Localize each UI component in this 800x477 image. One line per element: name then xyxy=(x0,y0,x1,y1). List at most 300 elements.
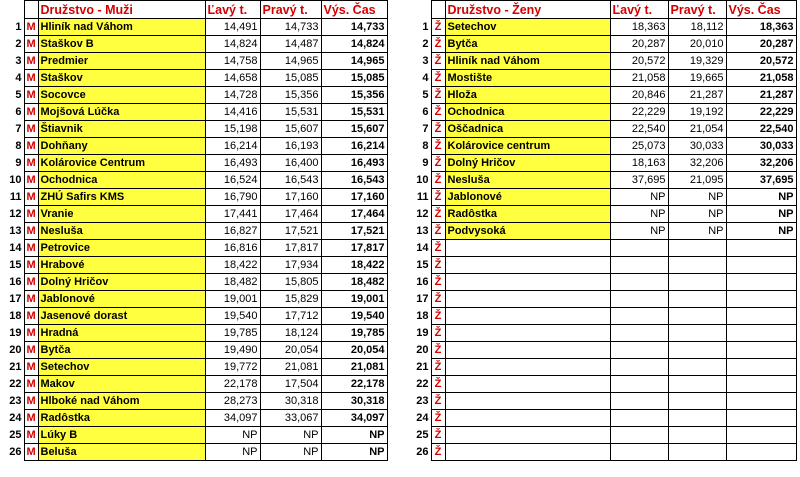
category-label: M xyxy=(24,291,38,308)
left-track-time: 17,441 xyxy=(205,206,260,223)
table-row xyxy=(0,393,387,410)
team-name xyxy=(445,410,610,427)
result-time: 21,058 xyxy=(726,70,796,87)
category-label: M xyxy=(24,87,38,104)
rank-number: 15 xyxy=(9,259,22,271)
rank-number: 25 xyxy=(9,429,22,441)
table-row xyxy=(0,53,387,70)
category-label: Ž xyxy=(431,138,445,155)
left-track-time: 16,827 xyxy=(205,223,260,240)
header-blank xyxy=(0,1,24,19)
left-track-time xyxy=(610,359,668,376)
right-track-time: 17,464 xyxy=(260,206,321,223)
team-name xyxy=(445,308,610,325)
header-blank xyxy=(24,1,38,19)
rank-number: 25 xyxy=(416,429,429,441)
category-label: M xyxy=(24,121,38,138)
table-row xyxy=(0,172,387,189)
category-label: M xyxy=(24,240,38,257)
team-name xyxy=(445,444,610,461)
result-time: 14,965 xyxy=(321,53,387,70)
left-track-time: 14,491 xyxy=(205,19,260,36)
rank-number: 21 xyxy=(416,361,429,373)
result-time xyxy=(726,410,796,427)
category-label: Ž xyxy=(431,444,445,461)
category-label: Ž xyxy=(431,155,445,172)
rank-number: 1 xyxy=(422,21,429,33)
table-row xyxy=(0,342,387,359)
table-row xyxy=(413,70,796,87)
right-track-time xyxy=(668,376,726,393)
right-track-time: 15,531 xyxy=(260,104,321,121)
rank-number: 26 xyxy=(416,446,429,458)
result-time: NP xyxy=(321,444,387,461)
header-blank xyxy=(413,1,431,19)
table-row xyxy=(413,223,796,240)
team-name: Ochodnica xyxy=(445,104,610,121)
right-track-time xyxy=(668,393,726,410)
table-row xyxy=(413,308,796,325)
result-time: 20,054 xyxy=(321,342,387,359)
header-team: Družstvo - Muži xyxy=(38,1,205,19)
right-track-time: NP xyxy=(668,223,726,240)
result-time: 18,363 xyxy=(726,19,796,36)
table-row xyxy=(413,121,796,138)
rank-number: 14 xyxy=(416,242,429,254)
right-track-time: 21,081 xyxy=(260,359,321,376)
team-name: Staškov B xyxy=(38,36,205,53)
rank-number: 15 xyxy=(416,259,429,271)
category-label: Ž xyxy=(431,291,445,308)
category-label: Ž xyxy=(431,223,445,240)
right-track-time: 17,160 xyxy=(260,189,321,206)
team-name xyxy=(445,427,610,444)
result-time: 17,464 xyxy=(321,206,387,223)
team-name: ZHÚ Safirs KMS xyxy=(38,189,205,206)
left-track-time: 21,058 xyxy=(610,70,668,87)
left-track-time: 37,695 xyxy=(610,172,668,189)
left-track-time xyxy=(610,240,668,257)
right-track-time xyxy=(668,342,726,359)
table-row xyxy=(413,427,796,444)
right-track-time: 20,054 xyxy=(260,342,321,359)
rank-number: 11 xyxy=(9,191,22,203)
right-track-time: 32,206 xyxy=(668,155,726,172)
result-time xyxy=(726,359,796,376)
rank-number: 7 xyxy=(15,123,22,135)
table-row xyxy=(0,325,387,342)
result-time: 32,206 xyxy=(726,155,796,172)
category-label: M xyxy=(24,393,38,410)
right-track-time: 21,095 xyxy=(668,172,726,189)
rank-number: 9 xyxy=(15,157,22,169)
left-track-time: 14,824 xyxy=(205,36,260,53)
table-row xyxy=(413,36,796,53)
table-row xyxy=(413,444,796,461)
right-track-time: 16,193 xyxy=(260,138,321,155)
table-row xyxy=(0,308,387,325)
category-label: M xyxy=(24,325,38,342)
table-row xyxy=(0,36,387,53)
category-label: M xyxy=(24,342,38,359)
category-label: Ž xyxy=(431,410,445,427)
rank-number: 14 xyxy=(9,242,22,254)
left-track-time xyxy=(610,444,668,461)
left-track-time: 16,214 xyxy=(205,138,260,155)
left-track-time: 20,846 xyxy=(610,87,668,104)
table-row xyxy=(413,138,796,155)
table-row xyxy=(0,274,387,291)
category-label: M xyxy=(24,138,38,155)
result-time: 34,097 xyxy=(321,410,387,427)
rank-number: 10 xyxy=(9,174,22,186)
table-row xyxy=(413,342,796,359)
left-track-time xyxy=(610,325,668,342)
team-name: Staškov xyxy=(38,70,205,87)
right-track-time xyxy=(668,427,726,444)
team-name: Dolný Hričov xyxy=(38,274,205,291)
category-label: Ž xyxy=(431,257,445,274)
table-row xyxy=(413,87,796,104)
team-name: Lúky B xyxy=(38,427,205,444)
header-blank xyxy=(431,1,445,19)
table-row xyxy=(413,53,796,70)
result-time: 17,817 xyxy=(321,240,387,257)
team-name: Radôstka xyxy=(445,206,610,223)
result-time: NP xyxy=(726,206,796,223)
right-track-time: 19,665 xyxy=(668,70,726,87)
rank-number: 23 xyxy=(9,395,22,407)
team-name: Bytča xyxy=(38,342,205,359)
team-name: Hliník nad Váhom xyxy=(38,19,205,36)
rank-number: 23 xyxy=(416,395,429,407)
table-row xyxy=(413,240,796,257)
category-label: M xyxy=(24,53,38,70)
left-track-time xyxy=(610,257,668,274)
left-track-time: 19,772 xyxy=(205,359,260,376)
right-track-time: 15,607 xyxy=(260,121,321,138)
right-track-time: 15,085 xyxy=(260,70,321,87)
table-row xyxy=(0,87,387,104)
right-track-time: 30,318 xyxy=(260,393,321,410)
right-track-time xyxy=(668,274,726,291)
category-label: Ž xyxy=(431,121,445,138)
header-row xyxy=(0,1,387,19)
right-track-time: NP xyxy=(260,444,321,461)
team-name: Hrabové xyxy=(38,257,205,274)
right-track-time xyxy=(668,291,726,308)
result-time xyxy=(726,325,796,342)
table-row xyxy=(413,325,796,342)
category-label: Ž xyxy=(431,53,445,70)
team-name: Hloža xyxy=(445,87,610,104)
result-time xyxy=(726,393,796,410)
team-name: Nesluša xyxy=(445,172,610,189)
left-track-time: 14,758 xyxy=(205,53,260,70)
rank-number: 24 xyxy=(416,412,429,424)
left-track-time: 22,540 xyxy=(610,121,668,138)
table-row xyxy=(413,104,796,121)
rank-number: 1 xyxy=(15,21,22,33)
category-label: M xyxy=(24,223,38,240)
left-track-time: 16,816 xyxy=(205,240,260,257)
rank-number: 20 xyxy=(9,344,22,356)
result-time: 37,695 xyxy=(726,172,796,189)
result-time: 30,033 xyxy=(726,138,796,155)
result-time: 18,482 xyxy=(321,274,387,291)
table-row xyxy=(0,410,387,427)
category-label: M xyxy=(24,155,38,172)
header-left-track: Ľavý t. xyxy=(205,1,260,19)
right-track-time: 17,817 xyxy=(260,240,321,257)
category-label: M xyxy=(24,308,38,325)
right-track-time: 19,192 xyxy=(668,104,726,121)
left-track-time: 22,178 xyxy=(205,376,260,393)
table-row xyxy=(0,70,387,87)
team-name: Hradná xyxy=(38,325,205,342)
category-label: Ž xyxy=(431,274,445,291)
left-track-time xyxy=(610,427,668,444)
result-time xyxy=(726,308,796,325)
left-track-time: 22,229 xyxy=(610,104,668,121)
result-time: 15,085 xyxy=(321,70,387,87)
table-row xyxy=(0,121,387,138)
result-time xyxy=(726,291,796,308)
category-label: M xyxy=(24,104,38,121)
result-time: 14,733 xyxy=(321,19,387,36)
category-label: M xyxy=(24,172,38,189)
rank-number: 3 xyxy=(422,55,429,67)
right-track-time: 18,112 xyxy=(668,19,726,36)
result-time xyxy=(726,257,796,274)
table-row xyxy=(413,393,796,410)
rank-number: 16 xyxy=(416,276,429,288)
left-track-time: 19,540 xyxy=(205,308,260,325)
table-row xyxy=(413,376,796,393)
team-name: Socovce xyxy=(38,87,205,104)
category-label: Ž xyxy=(431,376,445,393)
category-label: Ž xyxy=(431,393,445,410)
team-name: Jablonové xyxy=(445,189,610,206)
team-name xyxy=(445,240,610,257)
left-track-time: 18,363 xyxy=(610,19,668,36)
result-time: 21,081 xyxy=(321,359,387,376)
result-time: 17,521 xyxy=(321,223,387,240)
result-time: 22,540 xyxy=(726,121,796,138)
right-track-time: NP xyxy=(668,189,726,206)
left-track-time xyxy=(610,376,668,393)
left-track-time: NP xyxy=(205,427,260,444)
team-name: Nesluša xyxy=(38,223,205,240)
team-name: Mojšová Lúčka xyxy=(38,104,205,121)
left-track-time: 18,422 xyxy=(205,257,260,274)
category-label: Ž xyxy=(431,87,445,104)
table-row xyxy=(0,138,387,155)
left-track-time: 16,493 xyxy=(205,155,260,172)
left-track-time: 16,524 xyxy=(205,172,260,189)
team-name: Štiavnik xyxy=(38,121,205,138)
rank-number: 20 xyxy=(416,344,429,356)
left-track-time: 14,728 xyxy=(205,87,260,104)
rank-number: 26 xyxy=(9,446,22,458)
rank-number: 24 xyxy=(9,412,22,424)
left-track-time: 18,482 xyxy=(205,274,260,291)
header-row xyxy=(413,1,796,19)
header-right-track: Pravý t. xyxy=(260,1,321,19)
left-track-time: 20,287 xyxy=(610,36,668,53)
rank-number: 8 xyxy=(422,140,429,152)
left-track-time: 16,790 xyxy=(205,189,260,206)
result-time: 16,493 xyxy=(321,155,387,172)
result-time: 20,287 xyxy=(726,36,796,53)
left-track-time: 25,073 xyxy=(610,138,668,155)
rank-number: 18 xyxy=(416,310,429,322)
team-name: Bytča xyxy=(445,36,610,53)
left-track-time: 18,163 xyxy=(610,155,668,172)
category-label: Ž xyxy=(431,36,445,53)
right-track-time xyxy=(668,240,726,257)
rank-number: 12 xyxy=(416,208,429,220)
category-label: M xyxy=(24,376,38,393)
right-track-time: 14,733 xyxy=(260,19,321,36)
table-row xyxy=(0,291,387,308)
right-track-time: 17,504 xyxy=(260,376,321,393)
team-name: Kolárovice Centrum xyxy=(38,155,205,172)
right-track-time xyxy=(668,325,726,342)
rank-number: 2 xyxy=(15,38,22,50)
team-name: Ochodnica xyxy=(38,172,205,189)
rank-number: 10 xyxy=(416,174,429,186)
result-time: 15,531 xyxy=(321,104,387,121)
team-name: Jablonové xyxy=(38,291,205,308)
team-name xyxy=(445,342,610,359)
right-track-time: 33,067 xyxy=(260,410,321,427)
right-track-time: 15,805 xyxy=(260,274,321,291)
category-label: M xyxy=(24,257,38,274)
result-time: 16,543 xyxy=(321,172,387,189)
right-track-time: 14,965 xyxy=(260,53,321,70)
table-row xyxy=(0,206,387,223)
right-track-time: 16,543 xyxy=(260,172,321,189)
rank-number: 13 xyxy=(9,225,22,237)
category-label: Ž xyxy=(431,104,445,121)
table-row xyxy=(413,291,796,308)
category-label: Ž xyxy=(431,240,445,257)
left-track-time: 14,658 xyxy=(205,70,260,87)
result-time: 22,229 xyxy=(726,104,796,121)
left-track-time: NP xyxy=(610,223,668,240)
left-track-time: 19,001 xyxy=(205,291,260,308)
right-track-time xyxy=(668,359,726,376)
team-name: Kolárovice centrum xyxy=(445,138,610,155)
left-track-time xyxy=(610,342,668,359)
men-results-table xyxy=(0,0,388,461)
left-track-time: 19,490 xyxy=(205,342,260,359)
category-label: M xyxy=(24,359,38,376)
team-name xyxy=(445,376,610,393)
right-track-time: 17,934 xyxy=(260,257,321,274)
result-time: 14,824 xyxy=(321,36,387,53)
right-track-time xyxy=(668,410,726,427)
right-track-time: 17,712 xyxy=(260,308,321,325)
team-name: Dohňany xyxy=(38,138,205,155)
team-name xyxy=(445,325,610,342)
team-name xyxy=(445,257,610,274)
left-track-time: 28,273 xyxy=(205,393,260,410)
category-label: Ž xyxy=(431,308,445,325)
team-name xyxy=(445,393,610,410)
rank-number: 4 xyxy=(15,72,22,84)
rank-number: 11 xyxy=(416,191,429,203)
left-track-time: 19,785 xyxy=(205,325,260,342)
rank-number: 3 xyxy=(15,55,22,67)
category-label: Ž xyxy=(431,427,445,444)
right-track-time: 19,329 xyxy=(668,53,726,70)
table-row xyxy=(413,172,796,189)
rank-number: 16 xyxy=(9,276,22,288)
left-track-time xyxy=(610,274,668,291)
left-track-time xyxy=(610,410,668,427)
category-label: Ž xyxy=(431,189,445,206)
rank-number: 19 xyxy=(9,327,22,339)
result-time xyxy=(726,444,796,461)
rank-number: 4 xyxy=(422,72,429,84)
rank-number: 6 xyxy=(15,106,22,118)
result-time: 19,001 xyxy=(321,291,387,308)
category-label: Ž xyxy=(431,172,445,189)
team-name: Setechov xyxy=(445,19,610,36)
team-name xyxy=(445,291,610,308)
table-row xyxy=(0,240,387,257)
right-track-time: 16,400 xyxy=(260,155,321,172)
rank-number: 17 xyxy=(416,293,429,305)
right-track-time: 21,054 xyxy=(668,121,726,138)
team-name: Podvysoká xyxy=(445,223,610,240)
right-track-time: 30,033 xyxy=(668,138,726,155)
table-row xyxy=(0,257,387,274)
category-label: M xyxy=(24,410,38,427)
rank-number: 17 xyxy=(9,293,22,305)
team-name: Hliník nad Váhom xyxy=(445,53,610,70)
result-time: NP xyxy=(321,427,387,444)
result-time: 21,287 xyxy=(726,87,796,104)
team-name: Jasenové dorast xyxy=(38,308,205,325)
rank-number: 22 xyxy=(416,378,429,390)
left-track-time: 14,416 xyxy=(205,104,260,121)
category-label: Ž xyxy=(431,342,445,359)
table-row xyxy=(0,104,387,121)
category-label: M xyxy=(24,70,38,87)
category-label: Ž xyxy=(431,19,445,36)
result-time: 15,356 xyxy=(321,87,387,104)
right-track-time xyxy=(668,444,726,461)
right-track-time: 20,010 xyxy=(668,36,726,53)
rank-number: 18 xyxy=(9,310,22,322)
result-time xyxy=(726,376,796,393)
result-time: 18,422 xyxy=(321,257,387,274)
result-time: 19,540 xyxy=(321,308,387,325)
right-track-time: 15,356 xyxy=(260,87,321,104)
table-row xyxy=(413,257,796,274)
rank-number: 7 xyxy=(422,123,429,135)
rank-number: 9 xyxy=(422,157,429,169)
table-row xyxy=(0,444,387,461)
rank-number: 19 xyxy=(416,327,429,339)
right-track-time: 21,287 xyxy=(668,87,726,104)
category-label: Ž xyxy=(431,206,445,223)
category-label: M xyxy=(24,206,38,223)
result-time: 17,160 xyxy=(321,189,387,206)
